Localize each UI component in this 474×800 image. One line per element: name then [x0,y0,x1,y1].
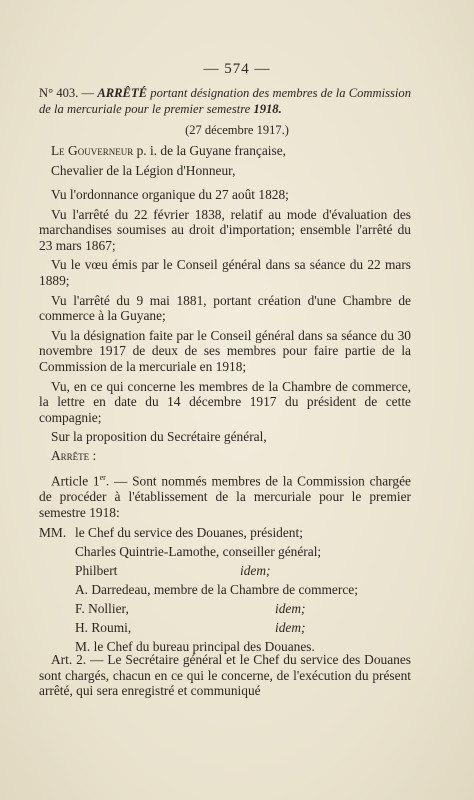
governor-block [39,143,411,178]
governor-line-1: Le Gouverneur p. i. de la Guyane française, [51,143,287,158]
members-list [39,523,411,656]
page-number: — 574 — [203,61,271,77]
consideration-3: Vu le vœu émis par le Conseil général dans sa séance du 22 mars 1889; [39,257,411,288]
consideration-4: Vu l'arrêté du 9 mai 1881, portant création d'une Chambre de commerce à la Guyane; [39,292,411,324]
governor-line-2: Chevalier de la Légion d'Honneur, [51,162,236,178]
decree-year: 1918. [253,102,282,116]
member-row: F. Nollier, idem; [75,601,306,616]
article-1: Article 1er. — Sont nommés membres de la Commission chargée de procéder à l'établissement de la mercuriale pour le premier semestre 1918: [39,473,411,520]
article-2: Art. 2. — Le Secrétaire général et le Chef du service des Douanes sont chargés, chacun en ce qui le concerne, de l'exécution du présent arrêté, qui sera enregistré et communiqué [39,652,411,699]
consideration-6: Vu, en ce qui concerne les membres de la Chambre de commerce, la lettre en date du 14 décembre 1917 du président de cette compagnie; [39,378,411,425]
member-row: A. Darredeau, membre de la Chambre de commerce; [75,582,358,597]
considerations [39,187,411,449]
member-row: Philbert idem; [75,563,271,578]
member-row: Charles Quintrie-Lamothe, conseiller général; [75,544,322,559]
decree-type: ARRÊTÉ [97,86,148,100]
arrete-heading: Arrête : [51,448,97,463]
member-row: MM. le Chef du service des Douanes, président; [39,525,303,540]
decree-subject: portant désignation des membres de la Commission de la mercuriale pour le premier semestre [39,86,412,116]
decree-title [39,85,411,117]
member-row: H. Roumi, idem; [75,620,306,635]
consideration-7: Sur la proposition du Secrétaire général, [51,429,267,445]
consideration-1: Vu l'ordonnance organique du 27 août 1828; [51,187,289,202]
consideration-5: Vu la désignation faite par le Conseil général dans sa séance du 30 novembre 1917 de deux de ses membres pour faire partie de la Commission de la mercuriale en 1918; [39,327,411,374]
decree-date: (27 décembre 1917.) [185,123,289,137]
member-row: M. le Chef du bureau principal des Douanes. [75,639,315,654]
consideration-2: Vu l'arrêté du 22 février 1838, relatif au mode d'évaluation des marchandises soumises au droit d'importation; ensemble l'arrêté du 23 mars 1867; [39,206,411,253]
decree-number: N° 403. — [39,86,95,100]
